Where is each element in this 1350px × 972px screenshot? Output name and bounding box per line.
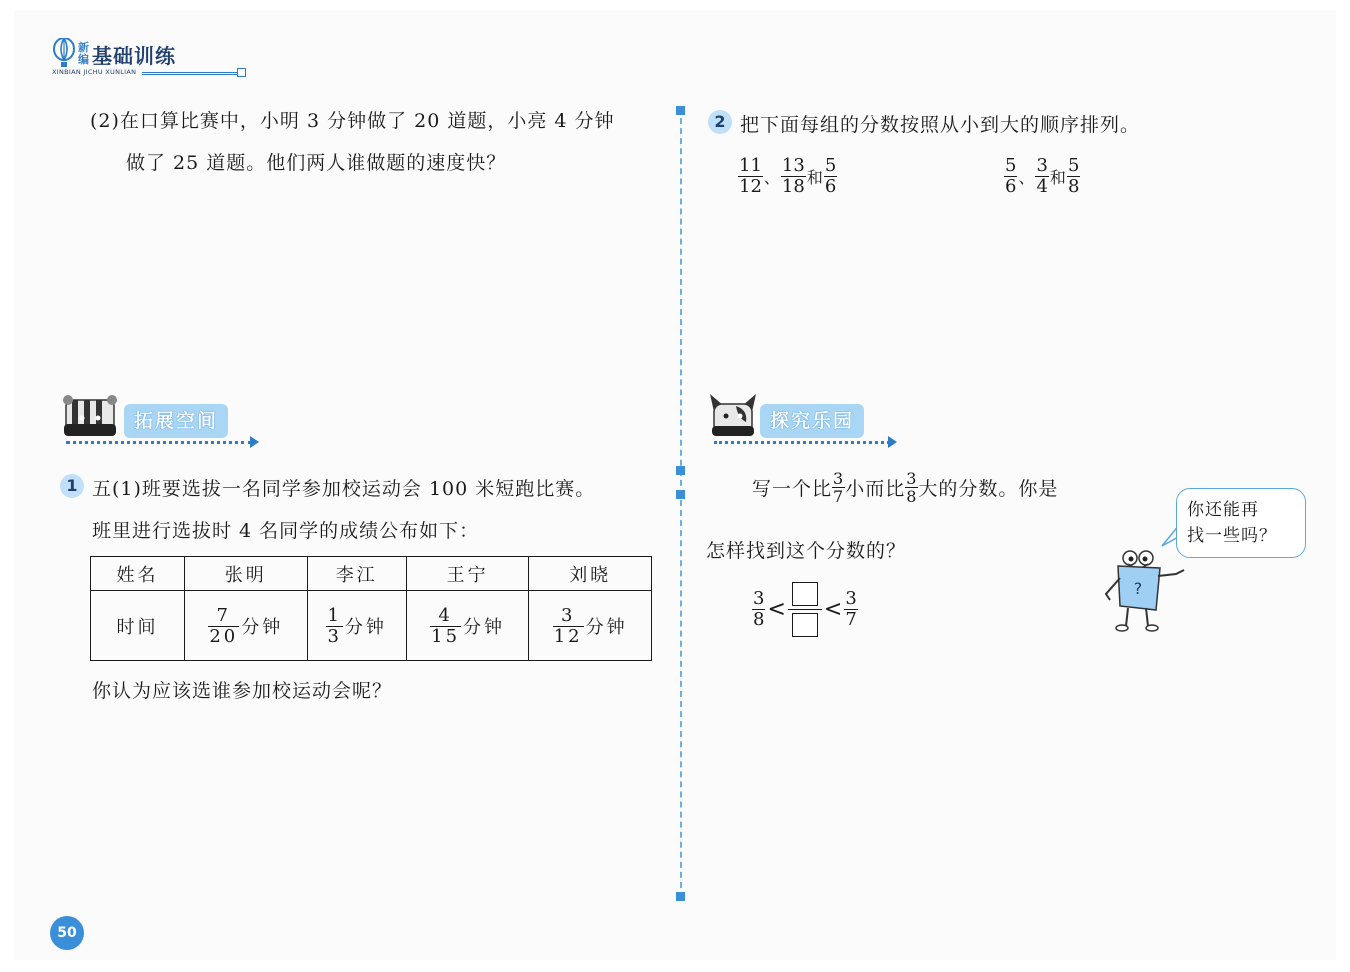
table-cell xyxy=(307,591,406,661)
separator: 、 xyxy=(763,168,780,187)
fraction-denominator: 4 xyxy=(1036,176,1048,197)
fraction-numerator: 5 xyxy=(1067,155,1080,176)
fraction-numerator: 3 xyxy=(1036,155,1048,176)
fraction-denominator: 7 xyxy=(845,609,857,630)
fraction-numerator: 3 xyxy=(906,469,918,488)
fraction-numerator: 3 xyxy=(845,588,857,609)
question-mark-mascot-icon xyxy=(1100,548,1192,636)
table-header-cell: 张明 xyxy=(185,557,308,591)
and-word: 和 xyxy=(806,168,823,187)
zebra-mascot-icon xyxy=(60,392,120,440)
explore-text-2: 小而比 xyxy=(845,478,906,500)
table-header-cell: 刘晓 xyxy=(529,557,652,591)
time-unit: 分钟 xyxy=(585,617,628,638)
fraction-inequality xyxy=(752,582,858,637)
table-row xyxy=(91,591,652,661)
divider-marker-bottom xyxy=(676,892,685,901)
explore-line2: 怎样找到这个分数的？ xyxy=(706,540,907,562)
page-divider xyxy=(680,108,682,898)
table-header-row xyxy=(91,557,652,591)
blank-denominator-box[interactable] xyxy=(792,613,818,637)
fraction-denominator: 18 xyxy=(781,176,805,197)
fraction-group-2 xyxy=(1004,156,1080,197)
fraction-denominator: 20 xyxy=(209,625,239,647)
fraction-denominator: 3 xyxy=(327,625,342,647)
bubble-line1: 你还能再 xyxy=(1187,500,1259,520)
and-word: 和 xyxy=(1049,168,1066,187)
banner-dotline xyxy=(66,441,252,444)
time-unit: 分钟 xyxy=(463,617,506,638)
section-title-expand: 拓展空间 xyxy=(124,404,228,438)
fraction-numerator: 3 xyxy=(833,469,845,488)
divider-marker-mid2 xyxy=(676,490,685,499)
fraction-denominator: 12 xyxy=(739,176,762,197)
bubble-line2: 找一些吗？ xyxy=(1187,526,1277,546)
brand-square xyxy=(237,68,246,77)
brand-logo xyxy=(52,36,202,80)
fraction-group-1 xyxy=(738,156,837,197)
fraction-numerator: 7 xyxy=(216,604,231,626)
problem2-line2: 做了 25 道题。他们两人谁做题的速度快？ xyxy=(126,152,507,174)
separator: 、 xyxy=(1018,168,1035,187)
section-banner-explore xyxy=(708,392,904,446)
brand-underline xyxy=(142,72,238,75)
fraction-denominator: 12 xyxy=(553,625,583,647)
q2-text: 把下面每组的分数按照从小到大的顺序排列。 xyxy=(740,114,1141,136)
banner-arrow-icon xyxy=(888,436,897,448)
fraction-numerator: 3 xyxy=(560,604,576,626)
question-number-2: 2 xyxy=(708,110,732,134)
explore-text-3: 大的分数。你是 xyxy=(918,478,1059,500)
fraction-bar xyxy=(788,609,822,610)
explore-text-1: 写一个比 xyxy=(752,478,833,500)
fraction-numerator: 11 xyxy=(739,155,762,176)
fraction-numerator: 5 xyxy=(1005,155,1017,176)
table-cell xyxy=(406,591,529,661)
fraction-denominator: 7 xyxy=(833,487,845,506)
section-banner-expand xyxy=(60,392,266,446)
q1-line1: 五(1)班要选拔一名同学参加校运动会 100 米短跑比赛。 xyxy=(92,478,596,500)
section-title-explore: 探究乐园 xyxy=(760,404,864,438)
table-header-cell: 王宁 xyxy=(406,557,529,591)
blank-numerator-box[interactable] xyxy=(792,582,818,606)
q1-line2: 班里进行选拔时 4 名同学的成绩公布如下： xyxy=(92,520,480,542)
fraction-denominator: 8 xyxy=(906,487,918,506)
fraction-denominator: 8 xyxy=(1067,176,1080,197)
table-header-cell: 姓名 xyxy=(91,557,185,591)
fraction-denominator: 8 xyxy=(753,609,765,630)
speech-bubble xyxy=(1176,488,1306,558)
less-than-sign: < xyxy=(823,597,843,622)
fraction-numerator: 5 xyxy=(824,155,837,176)
table-cell xyxy=(529,591,652,661)
less-than-sign: < xyxy=(767,597,786,622)
divider-marker-mid1 xyxy=(676,466,685,475)
fraction-numerator: 4 xyxy=(438,604,453,626)
brand-name: 基础训练 xyxy=(92,44,176,68)
divider-marker-top xyxy=(676,106,685,115)
results-table xyxy=(90,556,652,661)
svg-text:?: ? xyxy=(1133,579,1143,598)
fraction-denominator: 6 xyxy=(1005,176,1017,197)
fraction-numerator: 3 xyxy=(753,588,765,609)
question-number-1: 1 xyxy=(60,474,84,498)
time-unit: 分钟 xyxy=(241,617,284,638)
blank-fraction xyxy=(788,582,822,637)
table-row-label: 时间 xyxy=(91,591,185,661)
banner-dotline xyxy=(714,441,890,444)
banner-arrow-icon xyxy=(250,436,259,448)
fraction-numerator: 1 xyxy=(327,604,342,626)
cow-mascot-icon xyxy=(708,392,758,440)
problem2-line1: (2)在口算比赛中，小明 3 分钟做了 20 道题，小亮 4 分钟 xyxy=(90,110,615,132)
brand-prefix: 新编 xyxy=(78,41,89,66)
fraction-denominator: 15 xyxy=(431,625,461,647)
table-header-cell: 李江 xyxy=(307,557,406,591)
brand-pinyin: XINBIAN JICHU XUNLIAN xyxy=(52,68,137,76)
q1-question: 你认为应该选谁参加校运动会呢？ xyxy=(92,680,393,702)
explore-line1 xyxy=(752,470,1058,505)
fraction-numerator: 13 xyxy=(781,155,805,176)
hot-air-balloon-icon xyxy=(52,38,76,68)
fraction-denominator: 6 xyxy=(824,176,837,197)
time-unit: 分钟 xyxy=(344,617,387,638)
page-number: 50 xyxy=(50,916,84,950)
table-cell xyxy=(185,591,308,661)
